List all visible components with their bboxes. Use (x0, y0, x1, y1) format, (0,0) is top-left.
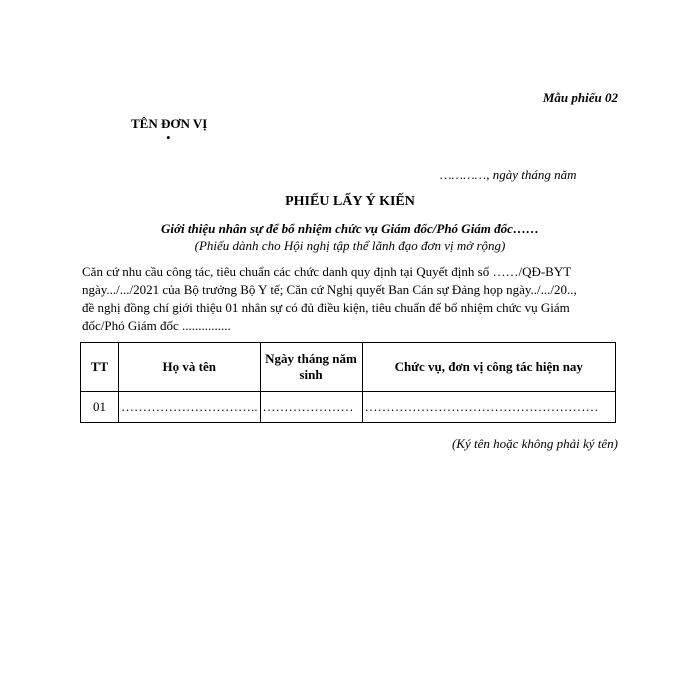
body-paragraph (82, 263, 622, 335)
page-title: PHIẾU LẤY Ý KIẾN (285, 194, 415, 209)
body-line: Căn cứ nhu cầu công tác, tiêu chuẩn các chức danh quy định tại Quyết định số ……/QĐ-BYT (82, 264, 572, 279)
header-birth-date: Ngày tháng năm sinh (260, 343, 362, 392)
cell-tt: 01 (81, 392, 119, 423)
form-label: Mẫu phiếu 02 (542, 90, 618, 105)
body-line: ngày.../.../2021 của Bộ trưởng Bộ Y tế; Căn cứ Nghị quyết Ban Cán sự Đảng họp ngày../.../20.., (82, 282, 577, 297)
signature-note: (Ký tên hoặc không phải ký tên) (451, 436, 618, 451)
table-header-row (81, 343, 616, 392)
header-position: Chức vụ, đơn vị công tác hiện nay (362, 343, 616, 392)
page-subtitle: Giới thiệu nhân sự để bổ nhiệm chức vụ Giám đốc/Phó Giám đốc…… (161, 221, 539, 236)
body-line: đốc/Phó Giám đốc ............... (82, 318, 231, 333)
table-row (81, 392, 616, 423)
organization-name: TÊN ĐƠN VỊ (131, 116, 208, 131)
nominee-table (80, 342, 616, 423)
cell-full-name[interactable]: ………………………….. (119, 392, 261, 423)
date-line: …………, ngày tháng năm (440, 167, 577, 182)
cell-position[interactable]: ……………………………………………… (362, 392, 616, 423)
header-full-name: Họ và tên (119, 343, 261, 392)
body-line: đề nghị đồng chí giới thiệu 01 nhân sự có đủ điều kiện, tiêu chuẩn để bổ nhiệm chức vụ Giám (82, 300, 570, 315)
cell-birth-date[interactable]: ………………… (260, 392, 362, 423)
audience-note: (Phiếu dành cho Hội nghị tập thể lãnh đạo đơn vị mở rộng) (194, 238, 506, 253)
bullet-mark: • (166, 130, 171, 145)
header-tt: TT (81, 343, 119, 392)
